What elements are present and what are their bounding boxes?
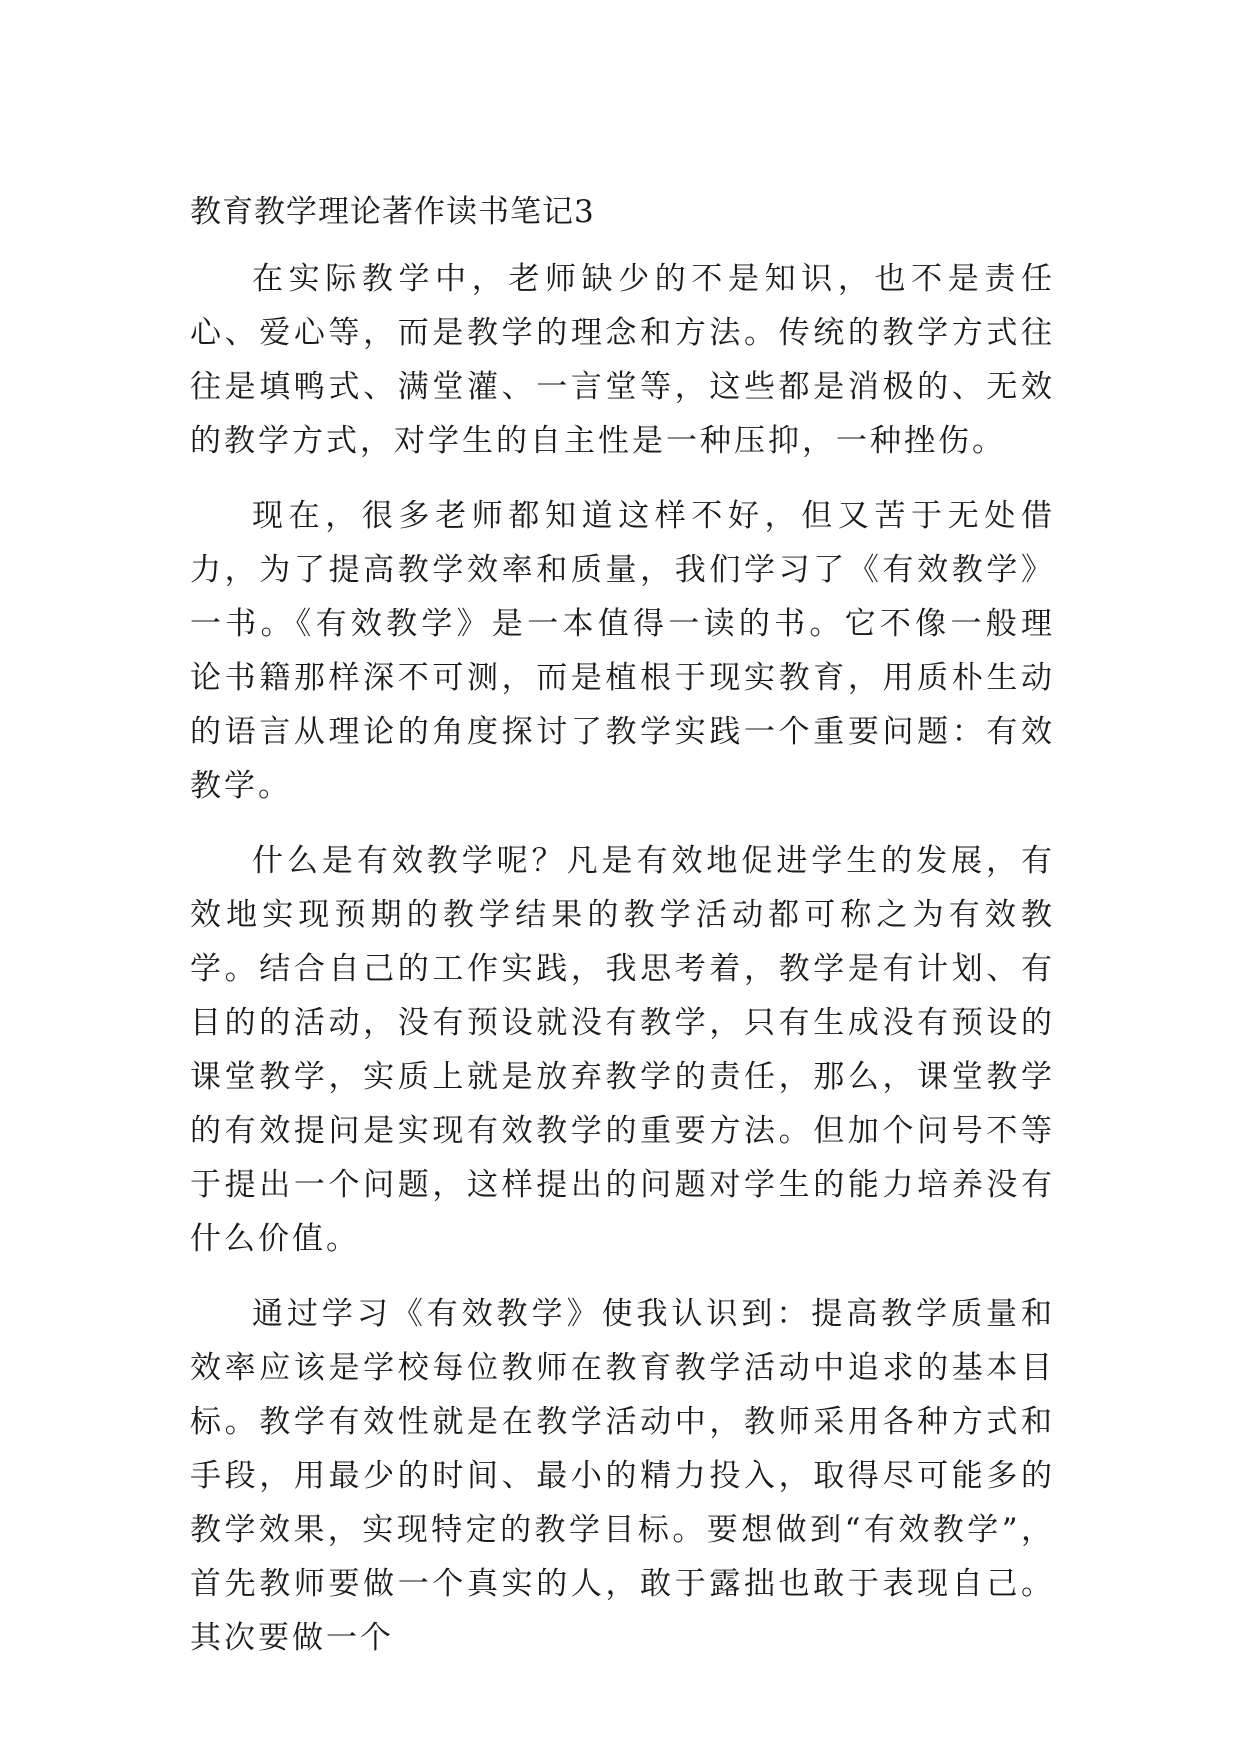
- document-title: 教育教学理论著作读书笔记3: [190, 194, 595, 230]
- paragraph-3: 什么是有效教学呢？凡是有效地促进学生的发展，有效地实现预期的教学结果的教学活动都可称之为有效教学。结合自己的工作实践，我思考着，教学是有计划、有目的的活动，没有预设就没有教学，只有生成没有预设的课堂教学，实质上就是放弃教学的责任，那么，课堂教学的有效提问是实现有效教学的重要方法。但加个问号不等于提出一个问题，这样提出的问题对学生的能力培养没有什么价值。: [190, 843, 1055, 1257]
- paragraph-4: 通过学习《有效教学》使我认识到：提高教学质量和效率应该是学校每位教师在教育教学活动中追求的基本目标。教学有效性就是在教学活动中，教师采用各种方式和手段，用最少的时间、最小的精力投入，取得尽可能多的教学效果，实现特定的教学目标。要想做到“有效教学”，首先教师要做一个真实的人，敢于露拙也敢于表现自己。其次要做一个: [190, 1296, 1055, 1656]
- paragraph-1: 在实际教学中，老师缺少的不是知识，也不是责任心、爱心等，而是教学的理念和方法。传统的教学方式往往是填鸭式、满堂灌、一言堂等，这些都是消极的、无效的教学方式，对学生的自主性是一种压抑，一种挫伤。: [190, 261, 1055, 459]
- paragraph-2: 现在，很多老师都知道这样不好，但又苦于无处借力，为了提高教学效率和质量，我们学习了《有效教学》一书。《有效教学》是一本值得一读的书。它不像一般理论书籍那样深不可测，而是植根于现实教育，用质朴生动的语言从理论的角度探讨了教学实践一个重要问题：有效教学。: [190, 498, 1055, 804]
- document-body: [190, 252, 1055, 1686]
